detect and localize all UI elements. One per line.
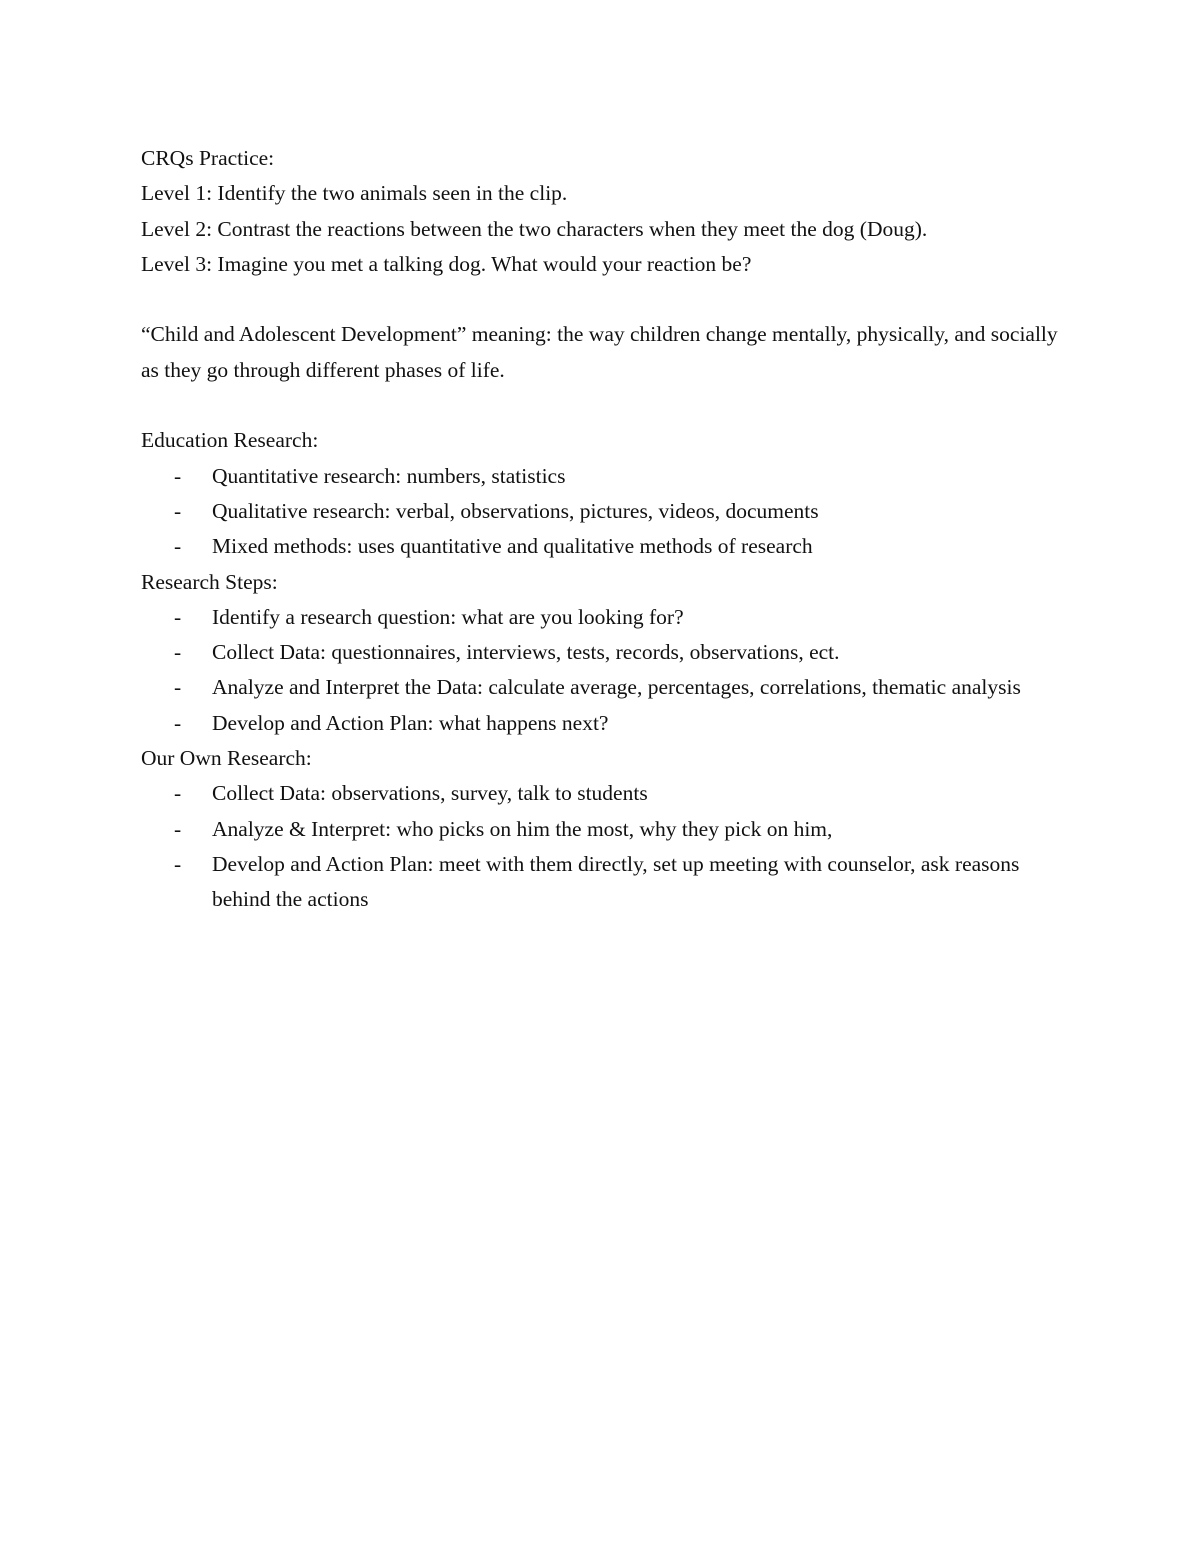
list-item xyxy=(141,600,1071,635)
dash-bullet: - xyxy=(174,675,182,700)
dash-bullet: - xyxy=(174,498,182,523)
list-item-text: Analyze & Interpret: who picks on him the most, why they pick on him, xyxy=(212,816,833,841)
list-item-text: Quantitative research: numbers, statistics xyxy=(212,463,566,488)
list-item xyxy=(141,776,1071,811)
dash-bullet: - xyxy=(174,710,182,735)
crqs-level-1: Level 1: Identify the two animals seen in the clip. xyxy=(141,181,568,206)
crqs-level-3: Level 3: Imagine you met a talking dog. What would your reaction be? xyxy=(141,251,752,276)
list-item-text: Mixed methods: uses quantitative and qualitative methods of research xyxy=(212,534,813,559)
document-body xyxy=(141,141,1071,918)
dash-bullet: - xyxy=(174,463,182,488)
list-item-text: Develop and Action Plan: what happens next? xyxy=(212,710,609,735)
list-item-text: Identify a research question: what are you looking for? xyxy=(212,604,684,629)
definition-paragraph: “Child and Adolescent Development” meaning: the way children change mentally, physically, and socially as they go through different phases of life. xyxy=(141,322,1058,382)
list-item-text: Develop and Action Plan: meet with them directly, set up meeting with counselor, ask reasons behind the actions xyxy=(212,851,1020,912)
list-item xyxy=(141,494,1071,529)
list-item xyxy=(141,847,1071,918)
list-item-text: Analyze and Interpret the Data: calculate average, percentages, correlations, thematic analysis xyxy=(212,675,1021,700)
list-item xyxy=(141,635,1071,670)
list-item-text: Collect Data: questionnaires, interviews, tests, records, observations, ect. xyxy=(212,640,840,665)
list-item xyxy=(141,706,1071,741)
list-item-text: Collect Data: observations, survey, talk to students xyxy=(212,781,648,806)
dash-bullet: - xyxy=(174,851,182,876)
dash-bullet: - xyxy=(174,781,182,806)
dash-bullet: - xyxy=(174,604,182,629)
dash-bullet: - xyxy=(174,816,182,841)
crqs-title: CRQs Practice: xyxy=(141,146,275,170)
own-research-list xyxy=(141,776,1071,917)
education-research-list xyxy=(141,459,1071,565)
blank-line xyxy=(141,388,1071,423)
list-item xyxy=(141,670,1071,705)
crqs-level-2: Level 2: Contrast the reactions between the two characters when they meet the dog (Doug). xyxy=(141,216,928,241)
list-item xyxy=(141,459,1071,494)
list-item xyxy=(141,812,1071,847)
dash-bullet: - xyxy=(174,534,182,559)
education-research-heading: Education Research: xyxy=(141,428,319,453)
research-steps-list xyxy=(141,600,1071,741)
list-item xyxy=(141,529,1071,564)
research-steps-heading: Research Steps: xyxy=(141,569,278,594)
own-research-heading: Our Own Research: xyxy=(141,746,312,771)
dash-bullet: - xyxy=(174,640,182,665)
blank-line xyxy=(141,282,1071,317)
list-item-text: Qualitative research: verbal, observations, pictures, videos, documents xyxy=(212,498,819,523)
